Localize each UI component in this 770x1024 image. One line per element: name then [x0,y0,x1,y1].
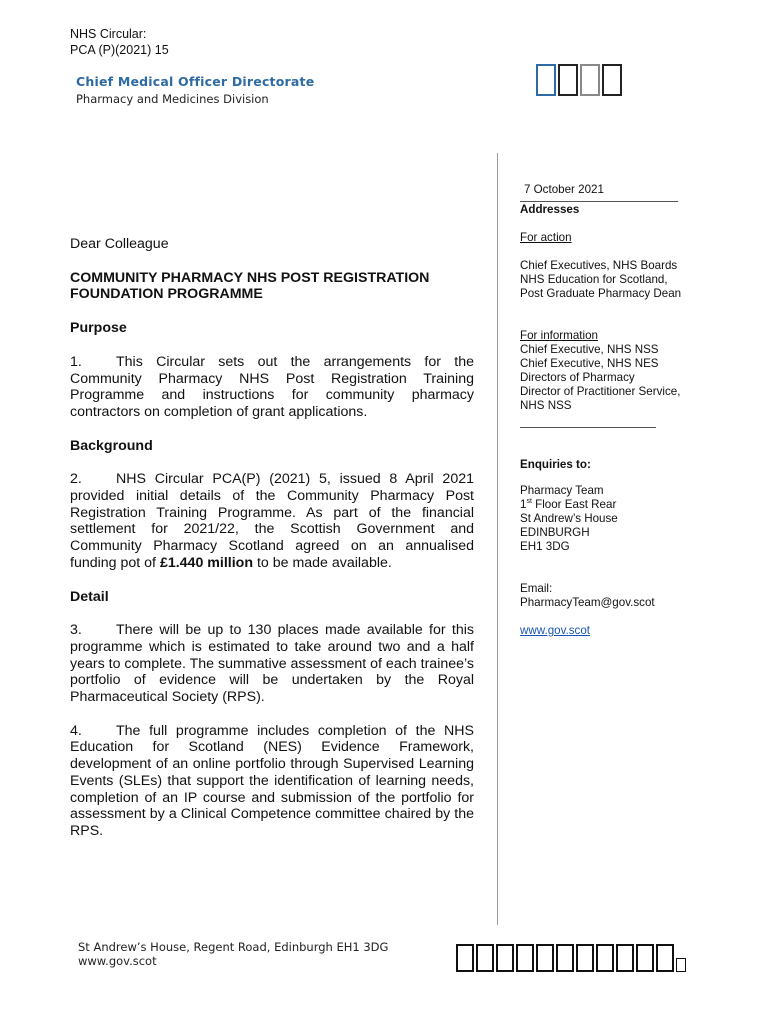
address-sidebar [520,183,720,638]
salutation: Dear Colleague [70,236,169,252]
for-action-recipient: NHS Education for Scotland, [520,273,668,286]
letter-title: COMMUNITY PHARMACY NHS POST REGISTRATION FOUNDATION PROGRAMME [70,269,430,303]
for-action-recipient: Chief Executives, NHS Boards [520,259,678,272]
logo-glyph [602,64,622,96]
logo-glyph [536,64,556,96]
paragraph-text: NHS Circular PCA(P) (2021) 5, issued 8 April 2021 provided initial details of the Community Pharmacy Post Registration Training Programme. As part of the financial settlement for 2021/22, the Scottish Government and Community Pharmacy Scotland agreed on an annualised funding pot of [70,471,474,571]
for-information-recipient: Chief Executive, NHS NSS [520,343,659,356]
email-label: Email: [520,582,553,595]
footer-logo-glyph [536,944,554,972]
circular-label: NHS Circular: [70,27,147,41]
footer-logo-glyph [676,958,686,972]
paragraph-1 [70,354,474,421]
contact-line [520,498,720,512]
letter-body [70,236,474,840]
enquiries-heading: Enquiries to: [520,458,591,471]
website-link[interactable]: www.gov.scot [520,624,591,637]
circular-reference [70,26,169,58]
floor-number: 1 [520,498,527,511]
for-information-recipient: Directors of Pharmacy [520,371,635,384]
directorate-block [76,74,314,106]
paragraph-4 [70,723,474,840]
date-rule [520,201,678,202]
purpose-heading: Purpose [70,320,127,337]
floor-text: Floor East Rear [531,498,617,511]
paragraph-number: 3. [70,622,82,639]
section-rule [520,427,656,428]
paragraph-number: 1. [70,353,82,370]
footer-logo-glyph [496,944,514,972]
footer-logo-glyph [596,944,614,972]
paragraph-3 [70,622,474,706]
letter-date: 7 October 2021 [524,183,604,196]
paragraph-number: 2. [70,471,82,488]
for-information-recipient: NHS NSS [520,399,572,412]
paragraph-number: 4. [70,722,82,739]
paragraph-text-end: to be made available. [253,554,392,571]
contact-line: EDINBURGH [520,526,590,539]
footer-website: www.gov.scot [78,954,157,968]
footer-logo-glyph [516,944,534,972]
footer-logo-glyph [656,944,674,972]
paragraph-text: This Circular sets out the arrangements for the Community Pharmacy NHS Post Registration Training Programme and instructions for community pharmacy contractors on completion of grant applications. [70,353,474,420]
division-name: Pharmacy and Medicines Division [76,92,269,106]
for-action-recipient: Post Graduate Pharmacy Dean [520,287,682,300]
contact-line: EH1 3DG [520,540,570,553]
directorate-name: Chief Medical Officer Directorate [76,74,315,89]
footer-logo-glyph [476,944,494,972]
footer-logo-glyph [616,944,634,972]
paragraph-2 [70,471,474,571]
footer-address: St Andrew’s House, Regent Road, Edinburgh EH1 3DG [78,940,389,954]
addresses-heading: Addresses [520,203,580,216]
background-heading: Background [70,437,153,454]
funding-amount: £1.440 million [159,554,253,571]
contact-line: St Andrew’s House [520,512,618,525]
logo-glyph [580,64,600,96]
email-address: PharmacyTeam@gov.scot [520,596,655,609]
column-divider [497,153,498,925]
footer [78,940,388,968]
for-information-label: For information [520,329,598,342]
for-information-recipient: Chief Executive, NHS NES [520,357,659,370]
footer-logo-glyph [636,944,654,972]
for-action-label: For action [520,231,572,244]
paragraph-text: There will be up to 130 places made available for this programme which is estimated to take around two and a half years to complete. The summative assessment of each trainee’s portfolio of evidence will be undertaken by the Royal Pharmaceutical Society (RPS). [70,622,475,706]
footer-logo-glyph [576,944,594,972]
paragraph-text: The full programme includes completion of the NHS Education for Scotland (NES) Evidence Framework, development of an online portfolio through Supervised Learning Events (SLEs) that support the identification of learning needs, completion of an IP course and submission of the portfolio for assessment by a Clinical Competence committee chaired by the RPS. [70,722,474,839]
government-logo [536,64,622,96]
footer-logo-glyph [456,944,474,972]
footer-logo [456,944,686,972]
logo-glyph [558,64,578,96]
detail-heading: Detail [70,588,109,605]
circular-number: PCA (P)(2021) 15 [70,43,169,57]
footer-logo-glyph [556,944,574,972]
contact-line: Pharmacy Team [520,484,604,497]
floor-suffix: st [526,498,532,506]
for-information-recipient: Director of Practitioner Service, [520,385,681,398]
